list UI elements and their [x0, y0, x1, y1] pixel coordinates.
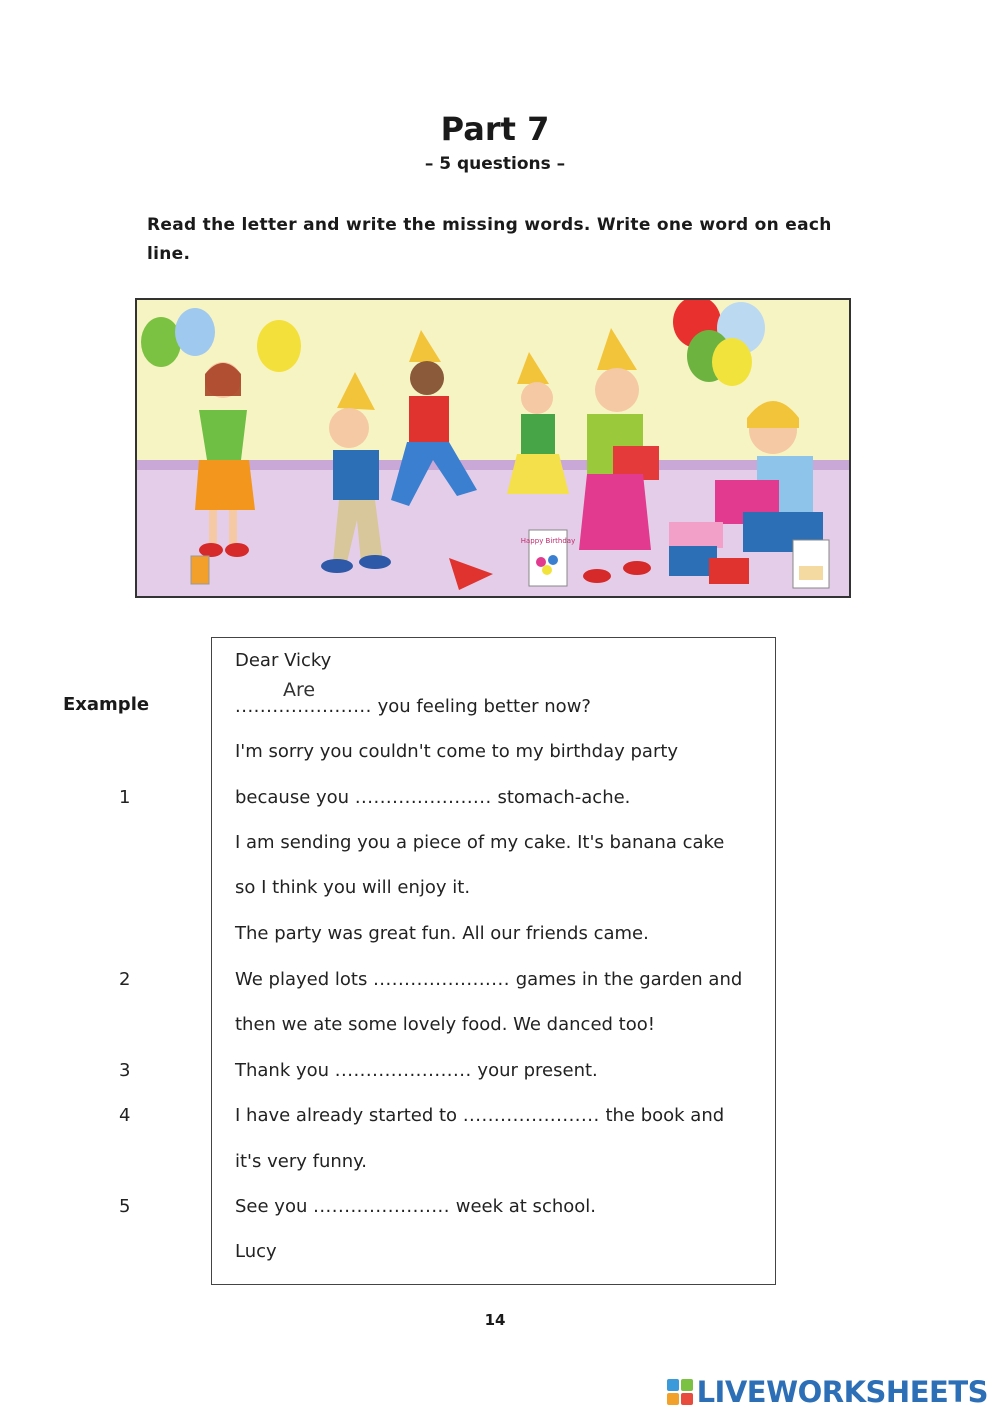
question-number: 4	[119, 1105, 131, 1126]
question-3-line: Thank you ...................... your present.	[235, 1060, 598, 1081]
answer-blank-1[interactable]: ......................	[354, 787, 492, 808]
brand-logo[interactable]	[667, 1375, 988, 1409]
example-blank[interactable]: ...................... Are	[235, 679, 372, 717]
letter-line: then we ate some lovely food. We danced too!	[235, 1014, 655, 1035]
cake-card	[793, 540, 829, 588]
brand-name: LIVEWORKSHEETS	[696, 1375, 988, 1409]
letter-signature: Lucy	[235, 1241, 277, 1262]
letter-line: The party was great fun. All our friends came.	[235, 923, 649, 944]
example-line: ...................... Are you feeling better now?	[235, 679, 591, 717]
answer-blank-4[interactable]: ......................	[462, 1105, 600, 1126]
juice-glass	[191, 556, 209, 584]
answer-blank-3[interactable]: ......................	[334, 1060, 472, 1081]
letter-box	[211, 637, 776, 1285]
letter-line: I'm sorry you couldn't come to my birthday party	[235, 741, 679, 762]
question-2-line: We played lots ...................... games in the garden and	[235, 969, 743, 990]
page-title: Part 7	[440, 110, 550, 148]
svg-text:Happy Birthday: Happy Birthday	[520, 537, 576, 545]
question-5-line: See you ...................... week at school.	[235, 1196, 596, 1217]
answer-blank-2[interactable]: ......................	[373, 969, 510, 990]
birthday-card	[521, 530, 576, 586]
question-count: – 5 questions –	[424, 154, 566, 174]
question-number: 3	[119, 1060, 131, 1081]
example-answer: Are	[283, 679, 316, 701]
question-number: 2	[119, 969, 131, 990]
party-illustration	[135, 298, 851, 598]
question-1-line: because you ...................... stomach-ache.	[235, 787, 631, 808]
page-number: 14	[484, 1311, 506, 1329]
answer-blank-5[interactable]: ......................	[313, 1196, 450, 1217]
letter-greeting: Dear Vicky	[235, 650, 332, 671]
question-number: 1	[119, 787, 131, 808]
question-4-line: I have already started to ...................... the book and	[235, 1105, 725, 1126]
letter-line: I am sending you a piece of my cake. It's banana cake	[235, 832, 725, 853]
example-label: Example	[63, 694, 150, 715]
instructions: Read the letter and write the missing words. Write one word on each line.	[147, 215, 832, 264]
liveworksheets-icon	[667, 1379, 693, 1405]
letter-line: so I think you will enjoy it.	[235, 877, 471, 898]
question-number: 5	[119, 1196, 131, 1217]
letter-line: it's very funny.	[235, 1151, 367, 1172]
